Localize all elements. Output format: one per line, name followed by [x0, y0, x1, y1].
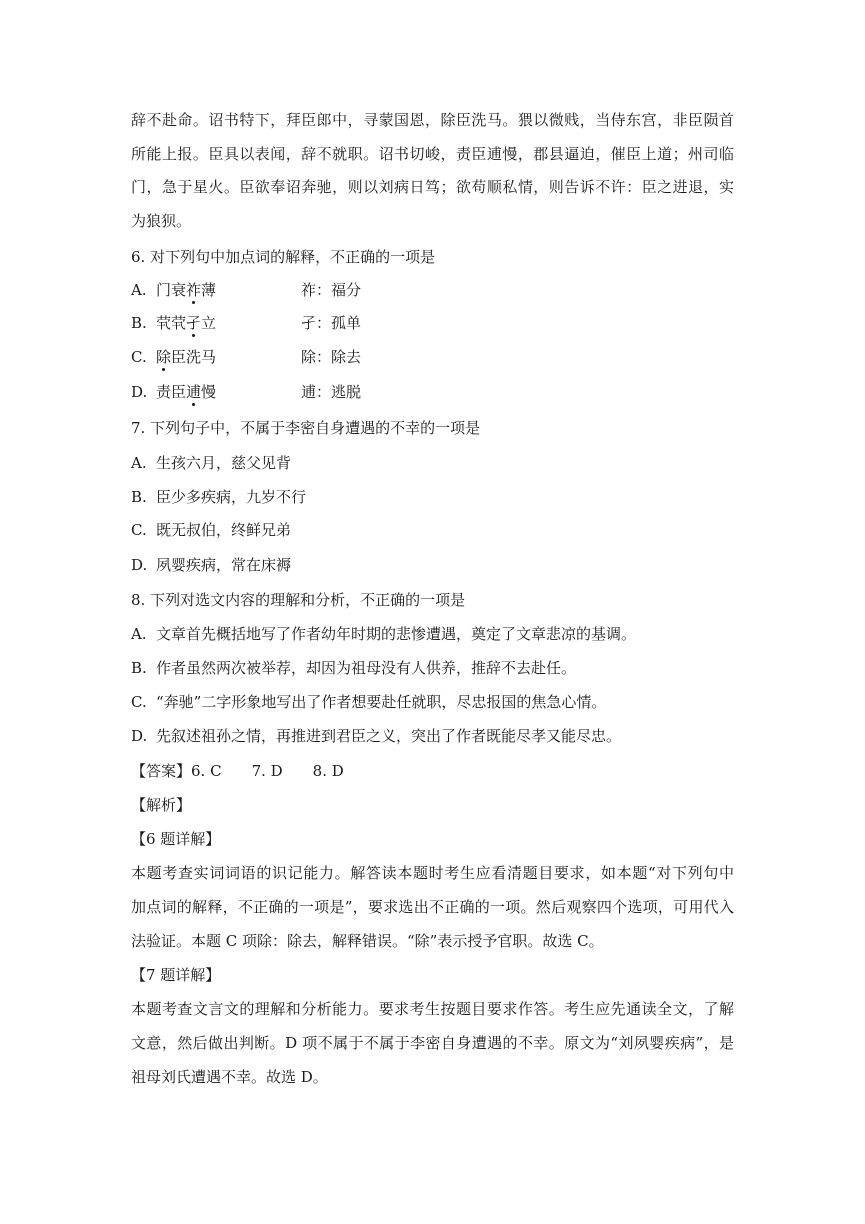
question-6-stem: 6. 对下列句中加点词的解释，不正确的一项是	[131, 248, 436, 266]
q8-option-a: A. 文章首先概括地写了作者幼年时期的悲惨遭遇，奠定了文章悲凉的基调。	[131, 625, 637, 643]
q8-option-b: B. 作者虽然两次被举荐，却因为祖母没有人供养，推辞不去赴任。	[131, 659, 577, 677]
answer-line	[131, 761, 734, 781]
q7-option-d: D. 夙婴疾病，常在床褥	[131, 556, 292, 574]
option-letter: C.	[131, 348, 147, 366]
option-gloss: 祚：福分	[301, 281, 362, 299]
option-gloss: 孑：孤单	[301, 314, 362, 332]
dotted-word: 祚	[186, 281, 202, 299]
q6-option-c: C. 除臣洗马 除：除去	[131, 348, 362, 366]
option-gloss: 除：除去	[301, 348, 362, 366]
q6-option-b: B. 茕茕孑立 孑：孤单	[131, 314, 362, 332]
dotted-word: 除	[156, 348, 172, 366]
q8-option-d: D. 先叙述祖孙之情，再推进到君臣之义，突出了作者既能尽孝又能尽忠。	[131, 727, 622, 745]
q6-option-d: D. 责臣逋慢 逋：逃脱	[131, 383, 362, 401]
passage-line: 门，急于星火。臣欲奉诏奔驰，则以刘病日笃；欲苟顺私情，则告诉不许：臣之进退，实	[131, 178, 734, 196]
detail-6-line: 加点词的解释，不正确的一项是”，要求选出不正确的一项。然后观察四个选项，可用代入	[131, 898, 734, 916]
detail-7-line: 本题考查文言文的理解和分析能力。要求考生按题目要求作答。考生应先通读全文，了解	[131, 1000, 734, 1018]
q7-option-b: B. 臣少多疾病，九岁不行	[131, 488, 307, 506]
passage-line: 所能上报。臣具以表闻，辞不就职。诏书切峻，责臣逋慢，郡县逼迫，催臣上道；州司临	[131, 145, 734, 163]
detail-6-label: 【6 题详解】	[131, 830, 221, 848]
detail-7-line: 祖母刘氏遭遇不幸。故选 D。	[131, 1068, 328, 1086]
dotted-word: 逋	[186, 383, 202, 401]
option-letter: B.	[131, 314, 147, 332]
option-letter: A.	[131, 281, 147, 299]
detail-6-line: 法验证。本题 C 项除：除去，解释错误。“除”表示授予官职。故选 C。	[131, 932, 604, 950]
detail-7-line: 文意，然后做出判断。D 项不属于不属于李密自身遭遇的不幸。原文为“刘夙婴疾病”，是	[131, 1034, 734, 1052]
dotted-word: 孑	[186, 314, 202, 332]
passage-line: 辞不赴命。诏书特下，拜臣郎中，寻蒙国恩，除臣洗马。猥以微贱，当侍东宫，非臣陨首	[131, 111, 734, 129]
option-letter: D.	[131, 383, 148, 401]
detail-7-label: 【7 题详解】	[131, 966, 221, 984]
q7-option-c: C. 既无叔伯，终鲜兄弟	[131, 521, 292, 539]
q6-option-a: A. 门衰祚薄 祚：福分	[131, 281, 362, 299]
q8-option-c: C. “奔驰”二字形象地写出了作者想要赴任就职，尽忠报国的焦急心情。	[131, 693, 607, 711]
detail-6-line: 本题考查实词词语的识记能力。解答读本题时考生应看清题目要求，如本题“对下列句中	[131, 864, 734, 882]
answer-label: 【答案】	[131, 762, 192, 780]
question-7-stem: 7. 下列句子中，不属于李密自身遭遇的不幸的一项是	[131, 419, 481, 437]
q7-option-a: A. 生孩六月，慈父见背	[131, 454, 292, 472]
question-8-stem: 8. 下列对选文内容的理解和分析，不正确的一项是	[131, 591, 466, 609]
passage-line: 为狼狈。	[131, 212, 192, 230]
answer-text: 6. C 7. D 8. D	[191, 762, 344, 780]
option-gloss: 逋：逃脱	[301, 383, 362, 401]
analysis-label: 【解析】	[131, 796, 192, 814]
